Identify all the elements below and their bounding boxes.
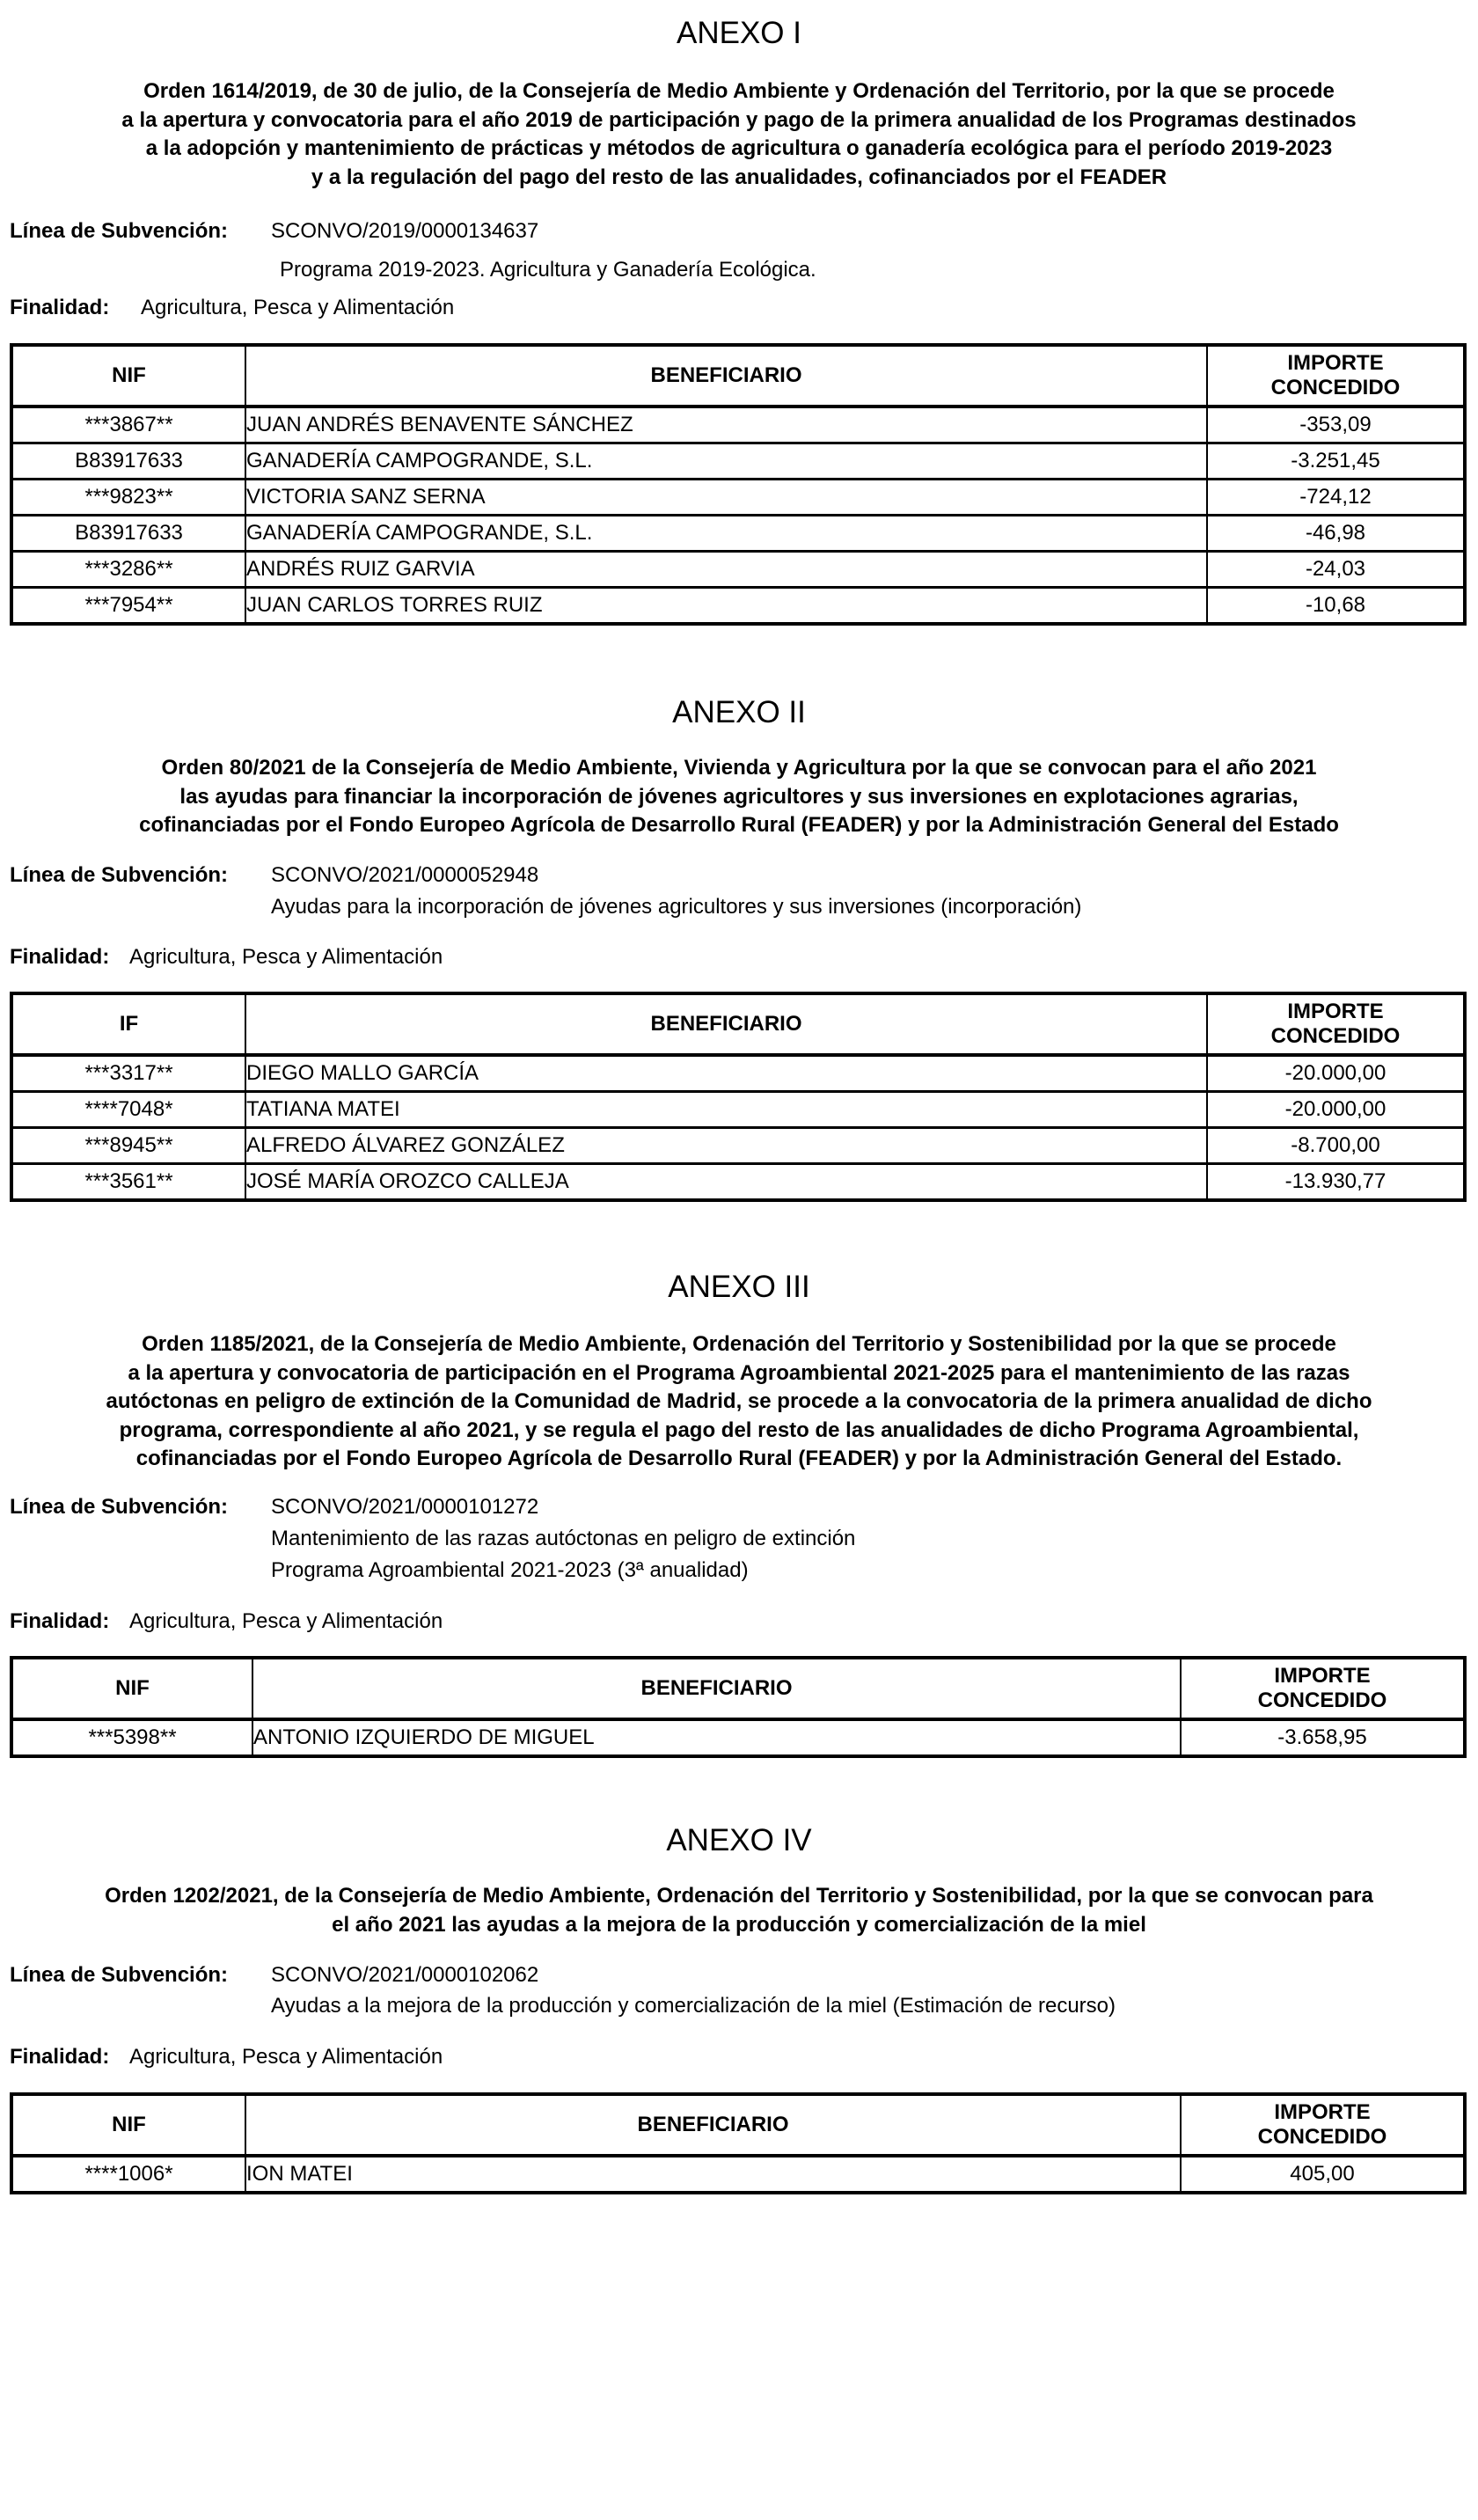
orden-line: las ayudas para financiar la incorporación de jóvenes agricultores y sus inversiones en explotaciones agrarias,: [179, 784, 1299, 809]
finalidad-label: Finalidad:: [10, 296, 110, 319]
beneficiario-cell: JUAN ANDRÉS BENAVENTE SÁNCHEZ: [245, 407, 1207, 443]
column-header-beneficiario: BENEFICIARIO: [245, 2094, 1181, 2156]
column-header-beneficiario: BENEFICIARIO: [245, 993, 1207, 1055]
beneficiario-cell: ION MATEI: [245, 2156, 1181, 2193]
table-row: [11, 1055, 1465, 1092]
linea-subvencion-label: Línea de Subvención:: [10, 1495, 229, 1519]
nif-cell: ****1006*: [11, 2156, 245, 2193]
nif-cell: ***3317**: [11, 1055, 245, 1092]
beneficiario-cell: GANADERÍA CAMPOGRANDE, S.L.: [245, 516, 1207, 552]
nif-cell: ***3561**: [11, 1164, 245, 1201]
table-row: [11, 552, 1465, 588]
orden-line: Orden 1185/2021, de la Consejería de Medio Ambiente, Ordenación del Territorio y Sostenibilidad por la que se procede: [142, 1332, 1336, 1356]
linea-subvencion-code: SCONVO/2021/0000052948: [271, 863, 539, 887]
column-header-beneficiario: BENEFICIARIO: [252, 1658, 1181, 1719]
linea-subvencion-description: Ayudas a la mejora de la producción y comercialización de la miel (Estimación de recurso): [271, 1994, 1116, 2018]
table-row: [11, 1719, 1465, 1756]
orden-line: a la adopción y mantenimiento de prácticas y métodos de agricultura o ganadería ecológica para el período 2019-2023: [145, 136, 1333, 160]
column-header-importe: IMPORTE CONCEDIDO: [1181, 1658, 1465, 1719]
linea-subvencion-description: Mantenimiento de las razas autóctonas en peligro de extinción: [271, 1527, 856, 1550]
linea-subvencion-label: Línea de Subvención:: [10, 219, 229, 243]
finalidad-label: Finalidad:: [10, 2045, 110, 2069]
anexo-title: ANEXO IV: [666, 1823, 812, 1857]
column-header-nif: NIF: [11, 2094, 245, 2156]
nif-cell: ***3286**: [11, 552, 245, 588]
nif-cell: B83917633: [11, 516, 245, 552]
table-row: [11, 480, 1465, 516]
column-header-nif: IF: [11, 993, 245, 1055]
linea-subvencion-code: SCONVO/2021/0000101272: [271, 1495, 539, 1519]
beneficiario-cell: ALFREDO ÁLVAREZ GONZÁLEZ: [245, 1128, 1207, 1164]
beneficiario-cell: GANADERÍA CAMPOGRANDE, S.L.: [245, 443, 1207, 480]
nif-cell: ***9823**: [11, 480, 245, 516]
linea-subvencion-label: Línea de Subvención:: [10, 863, 229, 887]
table-row: [11, 1164, 1465, 1201]
nif-cell: ***5398**: [11, 1719, 252, 1756]
column-header-importe: IMPORTE CONCEDIDO: [1181, 2094, 1465, 2156]
beneficiaries-table: [10, 2092, 1467, 2194]
linea-subvencion-description: Programa Agroambiental 2021-2023 (3ª anualidad): [271, 1558, 749, 1582]
orden-line: a la apertura y convocatoria de participación en el Programa Agroambiental 2021-2025 para el mantenimiento de las razas: [128, 1360, 1350, 1385]
beneficiaries-table: [10, 992, 1467, 1202]
nif-cell: ***3867**: [11, 407, 245, 443]
orden-line: y a la regulación del pago del resto de las anualidades, cofinanciados por el FEADER: [311, 165, 1167, 189]
importe-cell: -3.658,95: [1181, 1719, 1465, 1756]
column-header-beneficiario: BENEFICIARIO: [245, 345, 1207, 407]
finalidad-value: Agricultura, Pesca y Alimentación: [129, 945, 443, 969]
beneficiaries-table: [10, 343, 1467, 626]
nif-cell: ****7048*: [11, 1092, 245, 1128]
importe-cell: -8.700,00: [1207, 1128, 1465, 1164]
orden-line: autóctonas en peligro de extinción de la Comunidad de Madrid, se procede a la convocatoria de la primera anualidad de dicho: [106, 1389, 1372, 1413]
table-row: [11, 1092, 1465, 1128]
table-row: [11, 516, 1465, 552]
finalidad-label: Finalidad:: [10, 1609, 110, 1633]
column-header-nif: NIF: [11, 345, 245, 407]
orden-line: Orden 80/2021 de la Consejería de Medio Ambiente, Vivienda y Agricultura por la que se convocan para el año 2021: [161, 756, 1317, 780]
linea-subvencion-description: Ayudas para la incorporación de jóvenes agricultores y sus inversiones (incorporación): [271, 895, 1082, 919]
anexo-title: ANEXO I: [677, 16, 801, 50]
table-row: [11, 588, 1465, 625]
importe-cell: -3.251,45: [1207, 443, 1465, 480]
column-header-importe: IMPORTE CONCEDIDO: [1207, 993, 1465, 1055]
table-row: [11, 407, 1465, 443]
orden-line: programa, correspondiente al año 2021, y se regula el pago del resto de las anualidades de dicho Programa Agroambiental,: [119, 1418, 1359, 1442]
orden-line: Orden 1202/2021, de la Consejería de Medio Ambiente, Ordenación del Territorio y Sostenibilidad, por la que se convocan para: [105, 1884, 1373, 1908]
anexo-title: ANEXO II: [672, 695, 806, 729]
importe-cell: -20.000,00: [1207, 1092, 1465, 1128]
orden-description: [9, 77, 1469, 192]
linea-subvencion-code: SCONVO/2021/0000102062: [271, 1963, 539, 1987]
finalidad-label: Finalidad:: [10, 945, 110, 969]
beneficiario-cell: JOSÉ MARÍA OROZCO CALLEJA: [245, 1164, 1207, 1201]
column-header-nif: NIF: [11, 1658, 252, 1719]
orden-line: Orden 1614/2019, de 30 de julio, de la Consejería de Medio Ambiente y Ordenación del Territorio, por la que se procede: [143, 79, 1335, 103]
importe-cell: -24,03: [1207, 552, 1465, 588]
orden-line: cofinanciadas por el Fondo Europeo Agrícola de Desarrollo Rural (FEADER) y por la Administración General del Estado: [139, 813, 1339, 837]
nif-cell: ***8945**: [11, 1128, 245, 1164]
orden-description: [9, 1330, 1469, 1474]
table-row: [11, 1128, 1465, 1164]
beneficiario-cell: JUAN CARLOS TORRES RUIZ: [245, 588, 1207, 625]
linea-subvencion-description: Programa 2019-2023. Agricultura y Ganadería Ecológica.: [280, 258, 816, 282]
column-header-importe: IMPORTE CONCEDIDO: [1207, 345, 1465, 407]
linea-subvencion-label: Línea de Subvención:: [10, 1963, 229, 1987]
beneficiario-cell: TATIANA MATEI: [245, 1092, 1207, 1128]
orden-line: a la apertura y convocatoria para el año 2019 de participación y pago de la primera anualidad de los Programas destinados: [121, 107, 1357, 132]
importe-cell: -353,09: [1207, 407, 1465, 443]
importe-cell: -46,98: [1207, 516, 1465, 552]
orden-description: [9, 754, 1469, 840]
beneficiario-cell: ANTONIO IZQUIERDO DE MIGUEL: [252, 1719, 1181, 1756]
finalidad-value: Agricultura, Pesca y Alimentación: [129, 2045, 443, 2069]
beneficiario-cell: DIEGO MALLO GARCÍA: [245, 1055, 1207, 1092]
orden-line: cofinanciadas por el Fondo Europeo Agrícola de Desarrollo Rural (FEADER) y por la Administración General del Estado.: [135, 1447, 1343, 1470]
importe-cell: 405,00: [1181, 2156, 1465, 2193]
finalidad-value: Agricultura, Pesca y Alimentación: [141, 296, 455, 319]
importe-cell: -20.000,00: [1207, 1055, 1465, 1092]
orden-line: el año 2021 las ayudas a la mejora de la producción y comercialización de la miel: [332, 1912, 1146, 1937]
table-row: [11, 2156, 1465, 2193]
table-row: [11, 443, 1465, 480]
nif-cell: B83917633: [11, 443, 245, 480]
anexo-title: ANEXO III: [668, 1270, 810, 1304]
finalidad-value: Agricultura, Pesca y Alimentación: [129, 1609, 443, 1633]
nif-cell: ***7954**: [11, 588, 245, 625]
importe-cell: -13.930,77: [1207, 1164, 1465, 1201]
linea-subvencion-code: SCONVO/2019/0000134637: [271, 219, 539, 243]
beneficiario-cell: VICTORIA SANZ SERNA: [245, 480, 1207, 516]
beneficiario-cell: ANDRÉS RUIZ GARVIA: [245, 552, 1207, 588]
orden-description: [9, 1882, 1469, 1939]
beneficiaries-table: [10, 1656, 1467, 1758]
importe-cell: -10,68: [1207, 588, 1465, 625]
importe-cell: -724,12: [1207, 480, 1465, 516]
